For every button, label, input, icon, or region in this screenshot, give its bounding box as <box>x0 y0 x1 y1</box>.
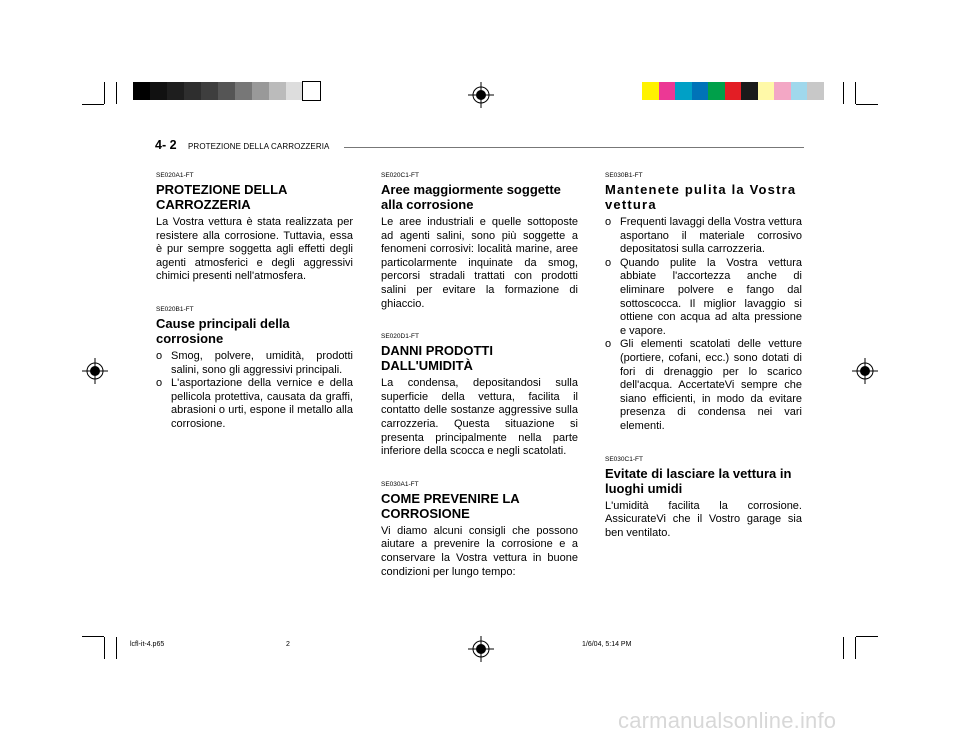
bullet-list <box>156 350 353 432</box>
calibration-swatch <box>774 82 791 100</box>
section-body: Vi diamo alcuni consigli che possono aiutare a prevenire la corrosione e a conservare la Vostra vettura in buone condizioni per lungo tempo: <box>381 524 578 578</box>
calibration-swatch <box>791 82 808 100</box>
registration-mark-icon <box>82 358 108 384</box>
calibration-swatch <box>167 82 184 100</box>
list-item: o L'asportazione della vernice e della pellicola protettiva, causata da graffi, abrasioni o urti, espone il metallo alla corrosione. <box>156 377 353 430</box>
list-item: o Frequenti lavaggi della Vostra vettura asportano il materiale corrosivo depositatosi sulla carrozzeria. <box>605 216 802 256</box>
list-item: o Gli elementi scatolati delle vetture (portiere, cofani, ecc.) sono dotati di fori di drenaggio per lo scarico dell'acqua. AccertateVi sempre che siano efficienti, in modo da evitare presenza di condensa nei vari elementi. <box>605 338 802 432</box>
list-item: o Quando pulite la Vostra vettura abbiate l'accortezza anche di eliminare polvere e fango dal sottoscocca. Il miglior lavaggio si ottiene con acqua ad alta pressione e vapore. <box>605 256 802 337</box>
bullet-marker: o <box>605 338 612 351</box>
section-code: SE030B1-FT <box>605 172 643 179</box>
footer-page: 2 <box>286 641 290 648</box>
column-left <box>156 172 353 432</box>
section-heading: Cause principali della corrosione <box>156 315 290 346</box>
calibration-swatch <box>252 82 269 100</box>
section-code: SE020A1-FT <box>156 172 194 179</box>
watermark-text: carmanualsonline.info <box>618 708 837 733</box>
registration-mark-icon <box>852 358 878 384</box>
calibration-swatch <box>708 82 725 100</box>
section-body: Le aree industriali e quelle sottoposte ad agenti salini, sono più soggette a fenomeni corrosivi: località marine, aree particolarmente inquinate da smog, percorsi stradali trattati con prodotti salini per evitare la formazione di ghiaccio. <box>381 216 578 310</box>
section-heading: PROTEZIONE DELLA CARROZZERIA <box>156 182 287 212</box>
section-header-title: PROTEZIONE DELLA CARROZZERIA <box>188 142 330 151</box>
section-code: SE030A1-FT <box>381 480 419 488</box>
calibration-swatch <box>150 82 167 100</box>
bullet-marker: o <box>605 216 612 228</box>
calibration-swatch <box>758 82 775 100</box>
crop-mark <box>843 637 844 659</box>
crop-mark <box>855 637 856 659</box>
registration-mark-icon <box>468 82 494 108</box>
registration-mark-icon <box>468 636 494 662</box>
calibration-swatch <box>659 82 676 100</box>
section-body: La Vostra vettura è stata realizzata per resistere alla corrosione. Tuttavia, essa è pur sempre soggetta agli effetti degli agenti atmosferici e degli aggressivi chimici presenti nell'atmosfera. <box>156 216 353 283</box>
calibration-swatch <box>184 82 201 100</box>
calibration-swatch <box>675 82 692 100</box>
section-heading: COME PREVENIRE LA CORROSIONE <box>381 490 520 521</box>
calibration-swatch <box>133 82 150 100</box>
crop-mark <box>82 104 104 105</box>
calibration-swatch <box>286 82 303 100</box>
section-body: L'umidità facilita la corrosione. AssicurateVi che il Vostro garage sia ben ventilato. <box>605 499 802 539</box>
bullet-marker: o <box>156 377 163 390</box>
crop-mark <box>856 636 878 637</box>
calibration-swatch <box>235 82 252 100</box>
crop-mark <box>116 637 117 659</box>
section-code: SE020D1-FT <box>381 333 419 341</box>
bullet-marker: o <box>605 256 612 269</box>
calibration-swatch <box>692 82 709 100</box>
crop-mark <box>855 82 856 104</box>
section-code: SE030C1-FT <box>605 455 643 463</box>
section-heading: Evitate di lasciare la vettura in luoghi umidi <box>605 465 792 496</box>
column-right <box>605 172 802 540</box>
calibration-swatch <box>201 82 218 100</box>
crop-mark <box>82 636 104 637</box>
section-heading: Mantenete pulita la Vostra vettura <box>605 182 797 212</box>
crop-mark <box>856 104 878 105</box>
bullet-marker: o <box>156 349 163 362</box>
bullet-list <box>605 216 802 434</box>
column-middle <box>381 172 578 579</box>
section-body: La condensa, depositandosi sulla superficie della vettura, facilita il contatto delle sostanze aggressive sulla carrozzeria. Questa situazione si presenta principalmente nella parte inferiore della scocca e negli scatolati. <box>381 377 578 458</box>
calibration-swatch <box>642 82 659 100</box>
section-code: SE020C1-FT <box>381 172 419 179</box>
calibration-swatch <box>303 82 320 100</box>
calibration-swatch <box>269 82 286 100</box>
crop-mark <box>116 82 117 104</box>
page-number: 4- 2 <box>155 138 177 152</box>
footer-filename: lcfl-it-4.p65 <box>130 641 165 648</box>
calibration-swatch <box>807 82 824 100</box>
section-code: SE020B1-FT <box>156 305 194 313</box>
header-rule <box>344 147 804 148</box>
section-heading: DANNI PRODOTTI DALL'UMIDITÀ <box>381 343 493 374</box>
crop-mark <box>104 637 105 659</box>
calibration-swatch <box>218 82 235 100</box>
calibration-swatch <box>725 82 742 100</box>
section-heading: Aree maggiormente soggette alla corrosione <box>381 182 561 212</box>
crop-mark <box>104 82 105 104</box>
list-item: o Smog, polvere, umidità, prodotti salini, sono gli aggressivi principali. <box>156 349 353 376</box>
footer-date: 1/6/04, 5:14 PM <box>582 641 632 648</box>
calibration-swatch <box>741 82 758 100</box>
crop-mark <box>843 82 844 104</box>
